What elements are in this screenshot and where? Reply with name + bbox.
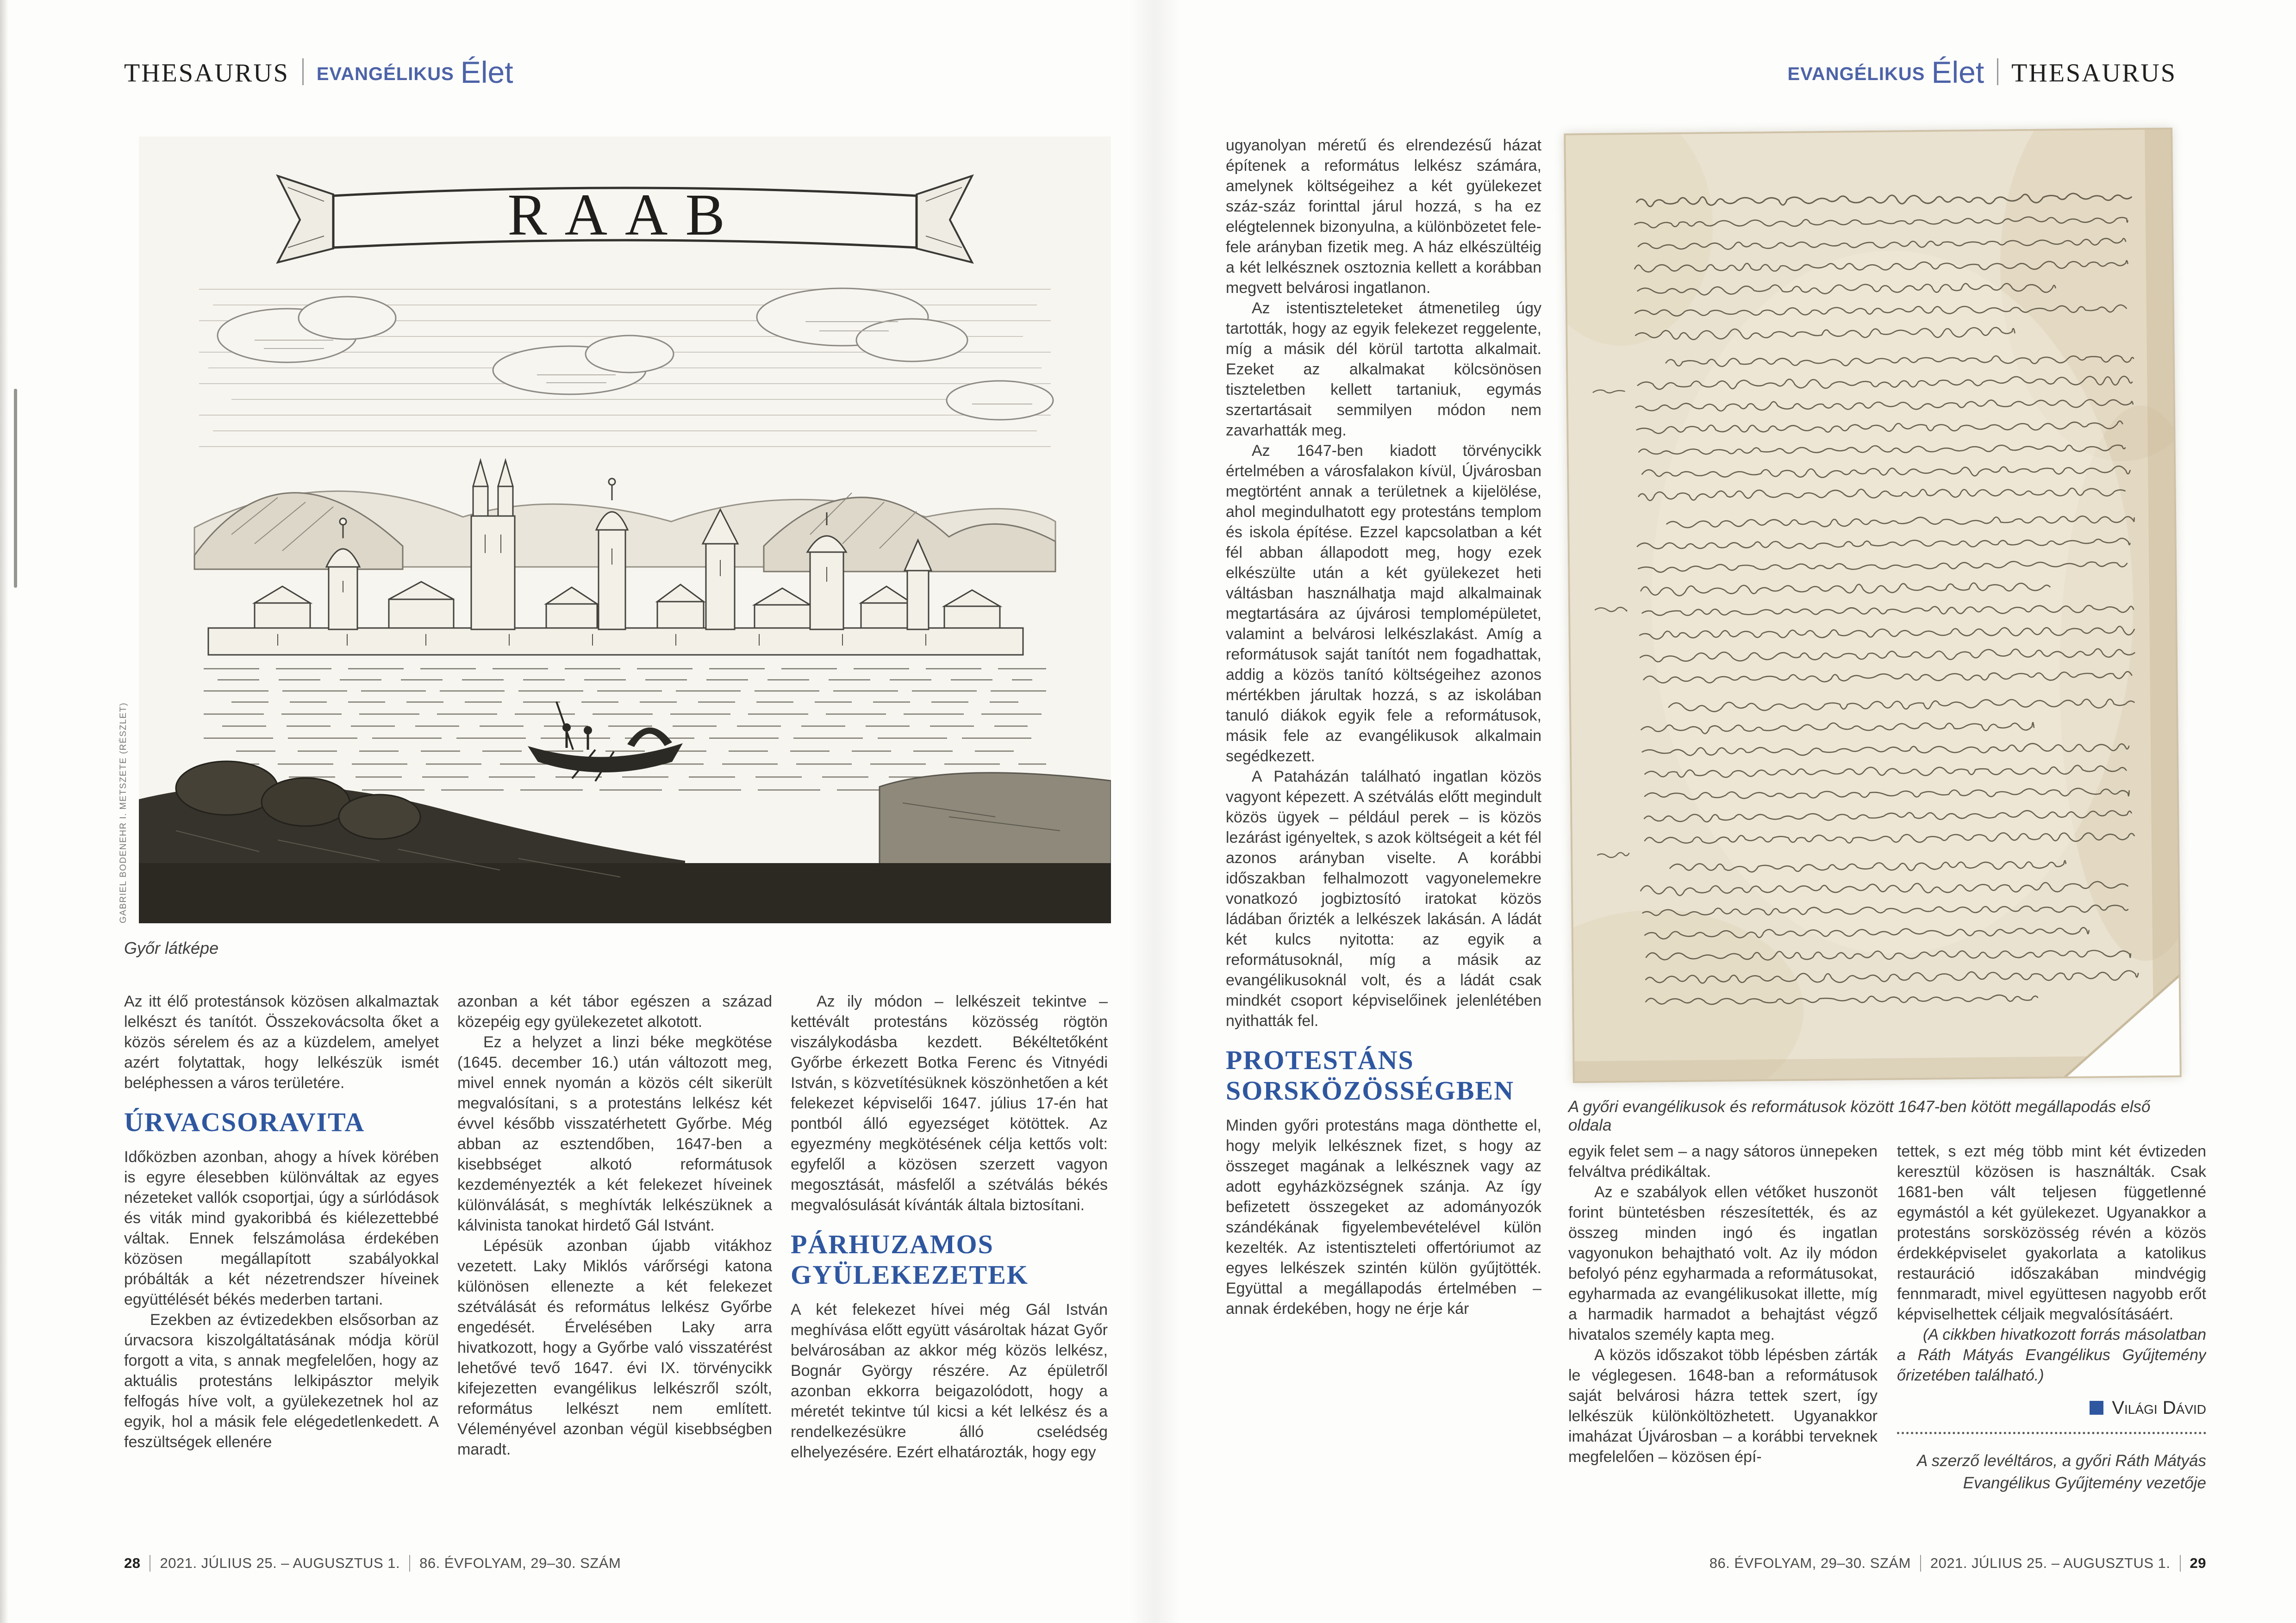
gyor-engraving-figure (139, 137, 1111, 923)
paragraph: A két felekezet hívei még Gál István meghívása előtt együtt vásároltak házat Győr belvárosában az akkor még közös lelkész, Bognár György részére. Az épületről azonban ekkorra beigazolódott, hogy a méretét tekintve túl kicsi a két lelkész és a rendelkezésükre álló cselédség elhelyezésére. Ezért elhatározták, hogy egy (791, 1301, 1108, 1461)
paragraph: Az 1647-ben kiadott törvénycikk értelmében a városfalakon kívül, Újvárosban megtörtént annak a területnek a kijelölése, ahol megindulhatott egy protestáns templom és iskola építése. Ezzel kapcsolatban a két fél abban állapodott meg, hogy ezek elkészülte után a két gyülekezet heti váltásban használhatja majd alkalmainak megtartására az újvárosi templomépületet, valamint a belvárosi lelkészlakást. Amíg a reformátusok saját tanítót nem fogadhattak, addig a közös tanító költségeihez azonos mértékben járultak hozzá, s az iskolában tanuló diákok egyik fele a reformátusok, másik fele az evangélikusok alkalmain segédkezett. (1226, 442, 1541, 765)
author-byline (1897, 1398, 2206, 1418)
left-column-3 (791, 991, 1108, 1552)
magazine-logo (316, 55, 513, 89)
scan-edge-mark (14, 389, 17, 588)
manuscript-image (1564, 128, 2182, 1083)
logo-word: Élet (460, 55, 513, 89)
left-column-1 (124, 991, 439, 1552)
page-number: 29 (2190, 1555, 2206, 1571)
page-number: 28 (124, 1555, 141, 1571)
manuscript-caption: A győri evangélikusok és reformátusok között 1647-ben kötött megállapodás első oldala (1568, 1098, 2151, 1134)
footer-date: 2021. JÚLIUS 25. – AUGUSZTUS 1. (1930, 1555, 2171, 1571)
section-heading-protestans: PROTESTÁNS SORSKÖZÖSSÉGBEN (1226, 1045, 1515, 1106)
section-heading-parhuzamos: PÁRHUZAMOS GYÜLEKEZETEK (791, 1229, 1029, 1290)
left-column-2 (457, 991, 772, 1552)
banner-title: RAAB (507, 182, 742, 248)
author-credit: A szerző levéltáros, a győri Ráth Mátyás Evangélikus Gyűjtemény vezetője (1916, 1452, 2206, 1492)
paragraph: azonban a két tábor egészen a század közepéig egy gyülekezetet alkotott. (457, 993, 772, 1031)
footer-divider (409, 1555, 410, 1572)
manuscript-figure (1564, 128, 2182, 1083)
paragraph: ugyanolyan méretű és elrendezésű házat építenek a református lelkész számára, amelynek költségeihez a két gyülekezet száz-száz forinttal járul hozzá, s ha ez elégtelennek bizonyulna, a különbözetet fele-fele arányban fizetik meg. A ház elkészültéig a két lelkésznek osztoznia kellett a korábban megvett belvárosi ingatlanon. (1226, 137, 1541, 297)
paragraph: Minden győri protestáns maga dönthette el, hogy melyik lelkésznek fizet, s hogy az összeget magának a lelkésznek vagy az adott egyházközségnek szánja. Az így befizetett összegeket az adományozók szándékának figyelembevételével külön kezelték. Az istentiszteleti offertóriumot az egyes lelkészek szintén külön gyűjtötték. Együttal a megállapodás értelmében – annak érdekében, hogy ne érje kár (1226, 1117, 1541, 1318)
paragraph: tettek, s ezt még több mint két évtizeden keresztül közösen is használták. Csak 1681-ben vált teljesen függetlenné egymástól a két gyülekezet. Ugyanakkor a protestáns sorsközösség révén a közös érdekképviselet gyakorlata a katolikus restauráció időszakában mindvégig fennmaradt, mivel együttesen nagyobb erőt képviselhettek céljaik megvalósításáért. (1897, 1143, 2206, 1323)
right-page-footer (1217, 1555, 2206, 1572)
author-name: Világi Dávid (2112, 1398, 2206, 1418)
bush (339, 795, 420, 839)
right-page-header (1592, 55, 2177, 89)
source-note: (A cikkben hivatkozott forrás másolatban a Ráth Mátyás Evangélikus Gyűjtemény őrizetében található.) (1897, 1326, 2206, 1384)
engraving-caption: Győr látképe (124, 939, 219, 958)
paragraph: A közös időszakot több lépésben zárták le véglegesen. 1648-ban a reformátusok saját belvárosi házra tettek szert, így lelkészük különköltözhetett. Ugyanakkor imaházat Újvárosban – a korábbi terveknek megfelelően – közösen épí- (1568, 1346, 1878, 1466)
footer-issue: 86. ÉVFOLYAM, 29–30. SZÁM (1709, 1555, 1911, 1571)
engraving-credit: GABRIEL BODENEHR I. METSZETE (RÉSZLET) (119, 702, 128, 923)
section-title: THESAURUS (2011, 59, 2177, 87)
logo-word: Élet (1931, 55, 1984, 89)
logo-caps: EVANGÉLIKUS (316, 64, 454, 84)
paragraph: egyik felet sem – a nagy sátoros ünnepeken felváltva prédikáltak. (1568, 1143, 1878, 1181)
logo-caps: EVANGÉLIKUS (1787, 64, 1925, 84)
left-page-footer (124, 1555, 1110, 1572)
paragraph: Az ily módon – lelkészeit tekintve – kettévált protestáns közösség rögtön viszálykodásba kezdett. Békéltetőként Győrbe érkezett Botka Ferenc és Vitnyédi István, s közvetítésüknek köszönhetően a két felekezet képviselői 1647. július 17-én hat pontból álló egyezséget kötöttek. Az egyezmény megkötésének célja kettős volt: egyfelől a közösen szerzett vagyon megosztását, másfelől a szétválás békés megvalósulását kívánták általa biztosítani. (791, 993, 1108, 1214)
section-title: THESAURUS (124, 59, 289, 87)
right-column-1 (1226, 135, 1541, 1556)
right-column-a (1568, 1141, 1878, 1560)
paragraph: Időközben azonban, ahogy a hívek körében is egyre élesebben különváltak az egyes nézeteket vallók csoportjai, úgy a súrlódások és viták mind gyakoribbá és kiélezettebbé váltak. Ennek felszámolása érdekében közösen megállapított szabályokkal próbálták a két nézetrendszer híveinek együttélését békés mederben tartani. (124, 1148, 439, 1308)
author-bullet-icon (2090, 1401, 2103, 1415)
paragraph: Lépésük azonban újabb vitákhoz vezetett. Laky Miklós várőrségi katona különösen ellenezte a két felekezet szétválását és református lelkész Győrbe engedését. Érvelésében Laky arra hivatkozott, hogy a Győrbe való visszatérést lehetővé tevő 1647. évi IX. törvénycikk kifejezetten evangélikus lelkészről szólt, református lelkészt nem említett. Véleményével azonban végül kisebbségben maradt. (457, 1237, 772, 1458)
foreground-strip (139, 863, 1111, 923)
paragraph: Ezekben az évtizedekben elsősorban az úrvacsora kiszolgáltatásának módja körül forgott a vita, s annak megfelelően, hogy az aktuális protestáns lelkipásztor melyik felfogás híve volt, a gyülekezetnek hol az egyik, hol a másik fele elégedetlenkedett. A feszültségek ellenére (124, 1311, 439, 1451)
paragraph: A Pataházán található ingatlan közös vagyont képezett. A szétválás előtt megindult közös ügyek – például perek – is közös lezárást igényeltek, s azok költségeit a két fél azonos arányban viselte. A korábbi időszakban felhalmozott vagyonelemekre vonatkozó jogbiztosító iratokat közös ládában őrizték a lelkészek lakásán. A ládát két kulcs nyitotta: az egyik a reformátusoknál, míg a másik az evangélikusoknál volt, és a ládát csak mindkét csoport képviselőinek jelenlétében nyithatták fel. (1226, 768, 1541, 1030)
header-divider (1997, 58, 1998, 85)
paragraph: Az itt élő protestánsok közösen alkalmaztak lelkészt és tanítót. Összekovácsolta őket a közös sérelem és az a küzdelem, amelyet azért folytattak, hogy lelkészük ismét beléphessen a város területére. (124, 993, 439, 1092)
paragraph: Az e szabályok ellen vétőket huszonöt forint büntetésben részesítették, és az összeg minden ingó és ingatlan vagyonukon behajtható volt. Az ily módon befolyó pénz egyharmada a reformátusokat, egyharmada az evangélikusokat illette, míg a harmadik harmadot a behajtást végző hivatalos személy kapta meg. (1568, 1183, 1878, 1343)
footer-divider (2180, 1555, 2181, 1572)
paragraph: Ez a helyzet a linzi béke megkötése (1645. december 16.) után változott meg, mivel ennek nyomán a közös célt sikerült megvalósítani, s a protestáns lelkész két évvel később visszatérhetett Győrbe. Még abban az esztendőben, 1647-ben a kisebbséget alkotó reformátusok kezdeményezték a két felekezet híveinek különválását, s meghívták lelkészüknek a kálvinista tanokat hirdető Gál Istvánt. (457, 1033, 772, 1234)
footer-divider (1920, 1555, 1921, 1572)
bush (262, 778, 349, 826)
magazine-logo (1787, 55, 1984, 89)
gyor-engraving (139, 137, 1111, 923)
right-column-b (1897, 1141, 2206, 1560)
page-spine-shadow (1129, 0, 1180, 1623)
left-page-header (124, 55, 513, 89)
section-heading-urvacsoravita: ÚRVACSORAVITA (124, 1107, 365, 1137)
scan-edge-shadow (0, 0, 8, 1623)
footer-date: 2021. JÚLIUS 25. – AUGUSZTUS 1. (160, 1555, 400, 1571)
footer-issue: 86. ÉVFOLYAM, 29–30. SZÁM (419, 1555, 621, 1571)
dotted-separator (1897, 1432, 2206, 1434)
header-divider (302, 58, 304, 85)
paragraph: Az istentiszteleteket átmenetileg úgy tartották, hogy az egyik felekezet reggelente, míg a másik dél körül tartotta alkalmait. Ezeket az alkalmakat kölcsönösen tiszteletben kellett tartaniuk, egymás szertartásait semmilyen módon nem zavarhatták meg. (1226, 299, 1541, 439)
